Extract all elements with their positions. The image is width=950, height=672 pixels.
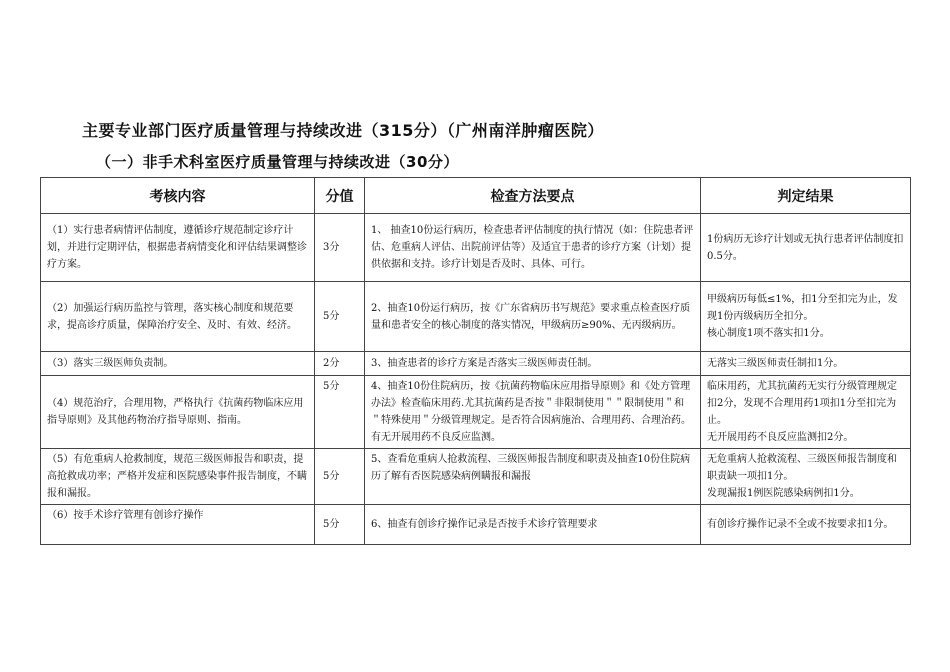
row-score: 5分 xyxy=(315,376,365,449)
row-content: （5）有危重病人抢救制度，规范三级医师报告和职责，提高抢救成功率；严格并发症和医院感染事件报告制度，不瞒报和漏报。 xyxy=(41,449,315,505)
row-result: 无落实三级医师责任制扣1分。 xyxy=(701,352,911,376)
header-result: 判定结果 xyxy=(701,178,911,214)
row-method: 2、抽查10份运行病历，按《广东省病历书写规范》要求重点检查医疗质量和患者安全的核心制度的落实情况，甲级病历≥90%、无丙级病历。 xyxy=(365,282,701,352)
row-result: 有创诊疗操作记录不全或不按要求扣1分。 xyxy=(701,505,911,545)
row-score: 5分 xyxy=(315,449,365,505)
table-row xyxy=(41,352,911,376)
row-content: （6）按手术诊疗管理有创诊疗操作 xyxy=(41,505,315,545)
header-score: 分值 xyxy=(315,178,365,214)
table-row xyxy=(41,282,911,352)
section-title: （一）非手术科室医疗质量管理与持续改进（30分） xyxy=(96,153,459,171)
row-method: 4、抽查10份住院病历，按《抗菌药物临床应用指导原则》和《处方管理办法》检查临床用药.尤其抗菌药是否按＂非限制使用＂＂限制使用＂和＂特殊使用＂分级管理规定。是否符合因病施治、合理用药、合理治药。有无开展用药不良反应监测。 xyxy=(365,376,701,449)
row-content: （1）实行患者病情评估制度，遵循诊疗规范制定诊疗计划，并进行定期评估，根据患者病情变化和评估结果调整诊疗方案。 xyxy=(41,214,315,282)
row-score: 2分 xyxy=(315,352,365,376)
header-method: 检查方法要点 xyxy=(365,178,701,214)
row-content: （2）加强运行病历监控与管理，落实核心制度和规范要求，提高诊疗质量，保障治疗安全、及时、有效、经济。 xyxy=(41,282,315,352)
row-score: 5分 xyxy=(315,505,365,545)
row-content: （4）规范治疗，合理用物，严格执行《抗菌药物临床应用指导原则》及其他药物治疗指导原则、指南。 xyxy=(41,376,315,449)
row-method: 6、抽查有创诊疗操作记录是否按手术诊疗管理要求 xyxy=(365,505,701,545)
row-result: 1份病历无诊疗计划或无执行患者评估制度扣0.5分。 xyxy=(701,214,911,282)
row-method: 1、 抽查10份运行病历，检查患者评估制度的执行情况（如：住院患者评估、危重病人评估、出院前评估等）及适宜于患者的诊疗方案（计划）提供依据和支持。诊疗计划是否及时、具体、可行。 xyxy=(365,214,701,282)
row-result-text: 甲级病历每低≤1%，扣1分至扣完为止，发现1份丙级病历全扣分。 核心制度1项不落实扣1分。 xyxy=(707,294,898,339)
row-result xyxy=(701,282,911,352)
row-result-text: 临床用药，尤其抗菌药无实行分级管理规定扣2分，发现不合理用药1项扣1分至扣完为止。 无开展用药不良反应监测扣2分。 xyxy=(707,381,897,443)
row-result xyxy=(701,449,911,505)
row-result xyxy=(701,376,911,449)
table-row xyxy=(41,449,911,505)
header-content: 考核内容 xyxy=(41,178,315,214)
row-score: 3分 xyxy=(315,214,365,282)
row-result-text: 无危重病人抢救流程、三级医师报告制度和职责缺一项扣1分。 发现漏报1例医院感染病例扣1分。 xyxy=(707,454,897,499)
row-score: 5分 xyxy=(315,282,365,352)
row-content: （3）落实三级医师负责制。 xyxy=(41,352,315,376)
table-row xyxy=(41,376,911,449)
row-method: 5、查看危重病人抢救流程、三级医师报告制度和职责及抽查10份住院病历了解有否医院感染病例瞒报和漏报 xyxy=(365,449,701,505)
assessment-table xyxy=(40,177,911,545)
table-row xyxy=(41,214,911,282)
row-method: 3、抽查患者的诊疗方案是否落实三级医师责任制。 xyxy=(365,352,701,376)
table-header-row xyxy=(41,178,911,214)
table-row xyxy=(41,505,911,545)
document-title: 主要专业部门医疗质量管理与持续改进（315分）（广州南洋肿瘤医院） xyxy=(82,121,604,140)
